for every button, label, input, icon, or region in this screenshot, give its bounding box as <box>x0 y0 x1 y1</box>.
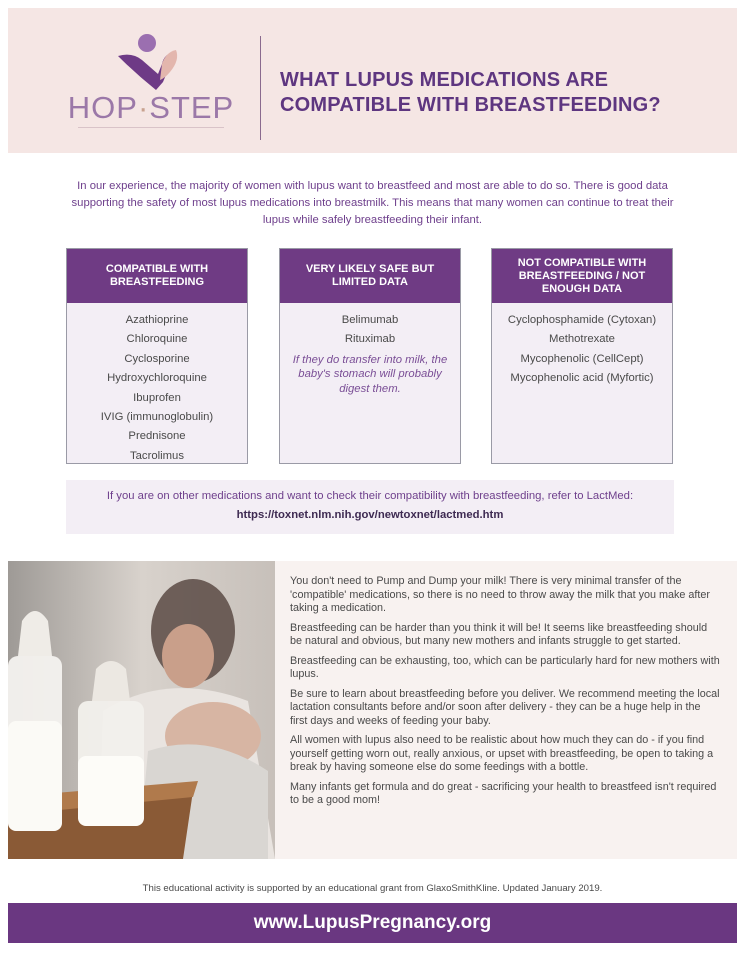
mother-bottles-illustration <box>8 561 275 859</box>
column-list <box>492 303 672 393</box>
medication-item: Methotrexate <box>549 333 615 346</box>
header-banner <box>8 8 737 153</box>
medication-item: Cyclosporine <box>124 352 190 365</box>
intro-paragraph: In our experience, the majority of women with lupus want to breastfeed and most are able to do so. There is good data supporting the safety of most lupus medications into breastmilk. This means that many women can continue to treat their lupus while safely breastfeeding their infant. <box>71 180 674 226</box>
tip-paragraph: Many infants get formula and do great - sacrificing your health to breastfeed isn't required to be a good mom! <box>290 780 717 806</box>
medication-item: Mycophenolic (CellCept) <box>520 352 644 365</box>
column-likely-safe <box>279 248 461 464</box>
column-note: If they do transfer into milk, the baby's stomach will probably digest them. <box>292 353 448 395</box>
mother-child-logo-icon <box>66 30 236 92</box>
tip-paragraph: Breastfeeding can be exhausting, too, which can be particularly hard for new mothers with lupus. <box>290 654 720 680</box>
title-line-2: COMPATIBLE WITH BREASTFEEDING? <box>280 94 661 116</box>
lactmed-box <box>66 480 674 534</box>
page-title <box>280 68 720 118</box>
logo-step: STEP <box>149 90 235 125</box>
medication-item: Azathioprine <box>125 314 189 326</box>
tip-paragraph: You don't need to Pump and Dump your milk! There is very minimal transfer of the 'compatible' medications, so there is no need to throw away the milk that you make after taking a medication. <box>290 575 711 614</box>
header-divider <box>260 36 261 140</box>
logo-underline <box>78 127 224 128</box>
column-heading: COMPATIBLE WITH BREASTFEEDING <box>67 249 247 303</box>
medication-item: Mycophenolic acid (Myfortic) <box>510 372 654 385</box>
logo-wordmark <box>66 90 236 126</box>
tips-text <box>290 575 720 814</box>
medication-item: Tacrolimus <box>130 449 184 462</box>
column-list <box>280 303 460 400</box>
medication-item: Ibuprofen <box>133 391 181 404</box>
title-line-1: WHAT LUPUS MEDICATIONS ARE <box>280 69 609 91</box>
logo-dot: · <box>137 90 150 125</box>
lactmed-link[interactable]: https://toxnet.nlm.nih.gov/newtoxnet/lactmed.htm <box>236 509 504 521</box>
column-list <box>67 303 247 470</box>
tips-section <box>8 561 737 859</box>
hopstep-logo <box>66 30 236 140</box>
medication-item: Chloroquine <box>126 333 188 346</box>
medication-item: Belimumab <box>341 314 399 326</box>
medication-item: Cyclophosphamide (Cytoxan) <box>507 314 657 326</box>
medication-item: Rituximab <box>344 333 396 346</box>
tip-paragraph: Be sure to learn about breastfeeding before you deliver. We recommend meeting the local lactation consultants before and/or soon after delivery - they can be a huge help in the first days and weeks of feeding your baby. <box>290 687 720 727</box>
lactmed-text: If you are on other medications and want to check their compatibility with breastfeeding, refer to LactMed: <box>106 490 634 502</box>
column-not-compatible <box>491 248 673 464</box>
column-compatible <box>66 248 248 464</box>
column-heading: NOT COMPATIBLE WITH BREASTFEEDING / NOT ENOUGH DATA <box>492 249 672 303</box>
medication-item: Prednisone <box>128 430 186 443</box>
breastfeeding-photo <box>8 561 275 859</box>
tip-paragraph: All women with lupus also need to be realistic about how much they can do - if you find yourself getting worn out, really anxious, or upset with breastfeeding, be open to taking a break by having someone else do some feedings with a bottle. <box>290 734 714 773</box>
sponsor-credit: This educational activity is supported by an educational grant from GlaxoSmithKline. Updated January 2019. <box>142 883 603 894</box>
medication-item: IVIG (immunoglobulin) <box>100 411 214 424</box>
logo-hop: HOP <box>67 90 138 125</box>
medication-item: Hydroxychloroquine <box>107 372 207 385</box>
tip-paragraph: Breastfeeding can be harder than you think it will be! It seems like breastfeeding should be natural and obvious, but many new mothers and infants struggle to get started. <box>290 621 708 647</box>
footer-website-link[interactable]: www.LupusPregnancy.org <box>8 903 737 943</box>
column-heading: VERY LIKELY SAFE BUT LIMITED DATA <box>280 249 460 303</box>
